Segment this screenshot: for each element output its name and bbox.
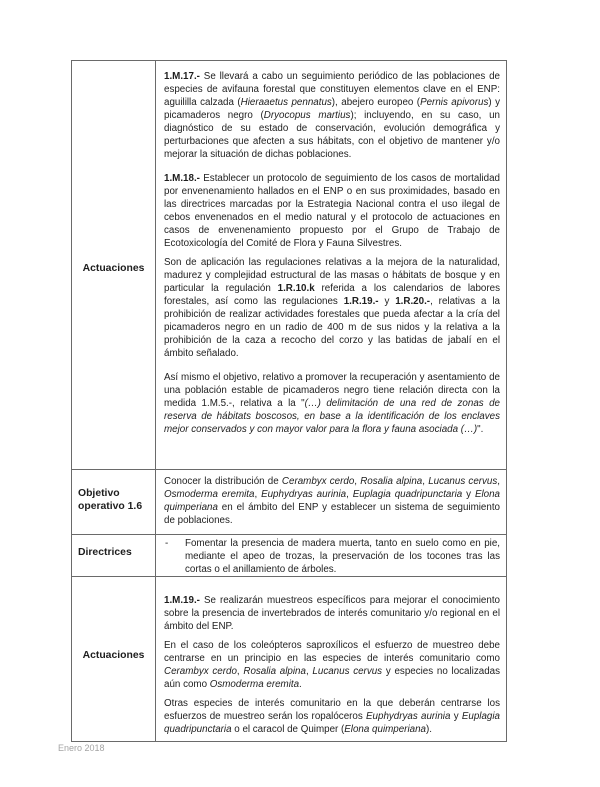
table-row — [72, 535, 507, 577]
italic-run: Dryocopus martius — [263, 110, 351, 121]
row-content-cell — [156, 577, 507, 742]
text-run: y — [378, 296, 396, 307]
paragraph — [164, 594, 500, 633]
italic-run: Elona quimperiana — [164, 489, 500, 513]
paragraph — [164, 172, 500, 250]
row-label-cell — [72, 535, 156, 577]
italic-run: Lucanus cervus — [312, 666, 383, 677]
row-content-cell — [156, 535, 507, 577]
paragraph — [164, 639, 500, 691]
paragraph — [185, 537, 500, 576]
text-run: , — [236, 666, 244, 677]
text-run: Así mismo el objetivo, relativo a promover la recuperación y asentamiento de una población estable de picamaderos negro tiene relación directa con la medida 1.M.5.-, relativa a la " — [164, 372, 500, 409]
text-run: Se llevará a cabo un seguimiento periódico de las poblaciones de especies de avifauna forestal que constituyen elementos clave en el ENP: aguililla calzada ( — [164, 71, 500, 108]
row-label: Actuaciones — [82, 262, 145, 274]
italic-run: Cerambyx cerdo — [164, 666, 237, 677]
bullet-marker: - — [165, 538, 169, 549]
bold-run: 1.M.19.- — [164, 595, 200, 606]
paragraph — [164, 371, 500, 436]
text-run: Establecer un protocolo de seguimiento de los casos de mortalidad por envenenamiento hallados en el ENP o en sus proximidades, basado en las directrices marcadas por la Estrategia Nacional contra el uso ilegal de cebos envenenados en el medio natural y el protocolo de actuaciones en casos de envenenamiento propuesto por el Grupo de Trabajo de Ecotoxicología del Comité de Flora y Fauna Silvestres. — [164, 173, 500, 249]
italic-run: Rosalia alpina — [243, 666, 306, 677]
text-run: . — [299, 679, 302, 690]
paragraph — [164, 70, 500, 161]
text-run: En el caso de los coleópteros saproxílicos el esfuerzo de muestreo debe centrarse en un principio en las especies de interés comunitario como — [164, 640, 500, 664]
text-run: ), abejero europeo ( — [331, 97, 421, 108]
row-label: Objetivo operativo 1.6 — [78, 488, 143, 512]
text-run: referida a los calendarios de labores forestales, así como las regulaciones — [164, 283, 500, 307]
text-run: , — [346, 489, 353, 500]
bold-run: 1.M.17.- — [164, 71, 200, 82]
italic-run: Osmoderma eremita — [164, 489, 255, 500]
italic-run: Euphydryas aurinia — [261, 489, 347, 500]
row-content — [156, 470, 506, 527]
italic-run: (…) delimitación de una red de zonas de reserva de hábitats boscosos, en base a la identificación de los enclaves mejor conservados y con mayor valor para la flora y fauna asociada (…) — [164, 398, 500, 435]
measures-table — [71, 60, 507, 742]
row-content — [156, 577, 506, 736]
bold-run: 1.M.18.- — [164, 173, 200, 184]
paragraph — [164, 256, 500, 360]
text-run: o el caracol de Quimper ( — [231, 724, 345, 735]
italic-run: Lucanus cervus — [428, 476, 498, 487]
page-footer-date: Enero 2018 — [58, 743, 105, 753]
text-run: y — [462, 489, 475, 500]
text-run: , relativas a la prohibición de realizar actividades forestales que pueda afectar a la cría del picamaderos negro en un radio de 400 m de sus nidos y la relativa a la prohibición de la caza a recocho del corzo y las batidas de jabalí en el ámbito señalado. — [164, 296, 500, 359]
italic-run: Euphydryas aurinia — [366, 711, 451, 722]
text-run: Son de aplicación las regulaciones relativas a la mejora de la naturalidad, madurez y complejidad estructural de las masas o hábitats de bosque y en particular la regulación — [164, 257, 500, 294]
text-run: , — [422, 476, 429, 487]
text-run: y especies no localizadas aún como — [164, 666, 500, 690]
bold-run: 1.R.19.- — [343, 296, 379, 307]
table-row — [72, 61, 507, 470]
text-run: Fomentar la presencia de madera muerta, tanto en suelo como en pie, mediante el apeo de trozas, la preservación de los tocones tras las cortas o el anillamiento de árboles. — [185, 538, 500, 575]
italic-run: Elona quimperiana — [344, 724, 426, 735]
text-run: ) y picamaderos negro ( — [164, 97, 500, 121]
row-content-cell — [156, 470, 507, 535]
text-run: Otras especies de interés comunitario en la que deberán centrarse los esfuerzos de muestreo serán los ropalóceros — [164, 698, 500, 722]
row-content-cell — [156, 61, 507, 470]
table-row — [72, 577, 507, 742]
text-run: ); incluyendo, en su caso, un diagnóstico de su estado de conservación, evolución demográfica y perturbaciones que afecten a sus hábitats, con el objetivo de mantener y/o mejorar la situación de dichas poblaciones. — [164, 110, 500, 160]
text-run: Conocer la distribución de — [164, 476, 282, 487]
italic-run: Euplagia quadripunctaria — [352, 489, 463, 500]
paragraph — [164, 475, 500, 527]
italic-run: Pernis apivorus — [420, 97, 489, 108]
row-label-cell — [72, 470, 156, 535]
paragraph — [164, 697, 500, 736]
bullet-item — [156, 535, 506, 576]
row-content — [156, 61, 506, 436]
bold-run: 1.R.20.- — [395, 296, 431, 307]
row-label-cell — [72, 577, 156, 742]
row-label: Actuaciones — [82, 650, 145, 661]
italic-run: Rosalia alpina — [360, 476, 423, 487]
text-run: en el ámbito del ENP y establecer un sistema de seguimiento de poblaciones. — [164, 502, 500, 526]
italic-run: Osmoderma eremita — [209, 679, 300, 690]
row-label-cell — [72, 61, 156, 470]
bold-run: 1.R.10.k — [277, 283, 315, 294]
table-row — [72, 470, 507, 535]
text-run: , — [254, 489, 262, 500]
text-run: Se realizarán muestreos específicos para mejorar el conocimiento sobre la presencia de invertebrados de interés comunitario y/o regional en el ámbito del ENP. — [164, 595, 500, 632]
text-run: ). — [425, 724, 432, 735]
text-run: y — [450, 711, 462, 722]
italic-run: Euplagia quadripunctaria — [164, 711, 501, 735]
text-run: , — [497, 476, 501, 487]
text-run: , — [305, 666, 313, 677]
row-label: Directrices — [78, 547, 132, 558]
italic-run: Hieraaetus pennatus — [240, 97, 332, 108]
italic-run: Cerambyx cerdo — [281, 476, 355, 487]
text-run: ". — [477, 424, 484, 435]
text-run: , — [354, 476, 361, 487]
